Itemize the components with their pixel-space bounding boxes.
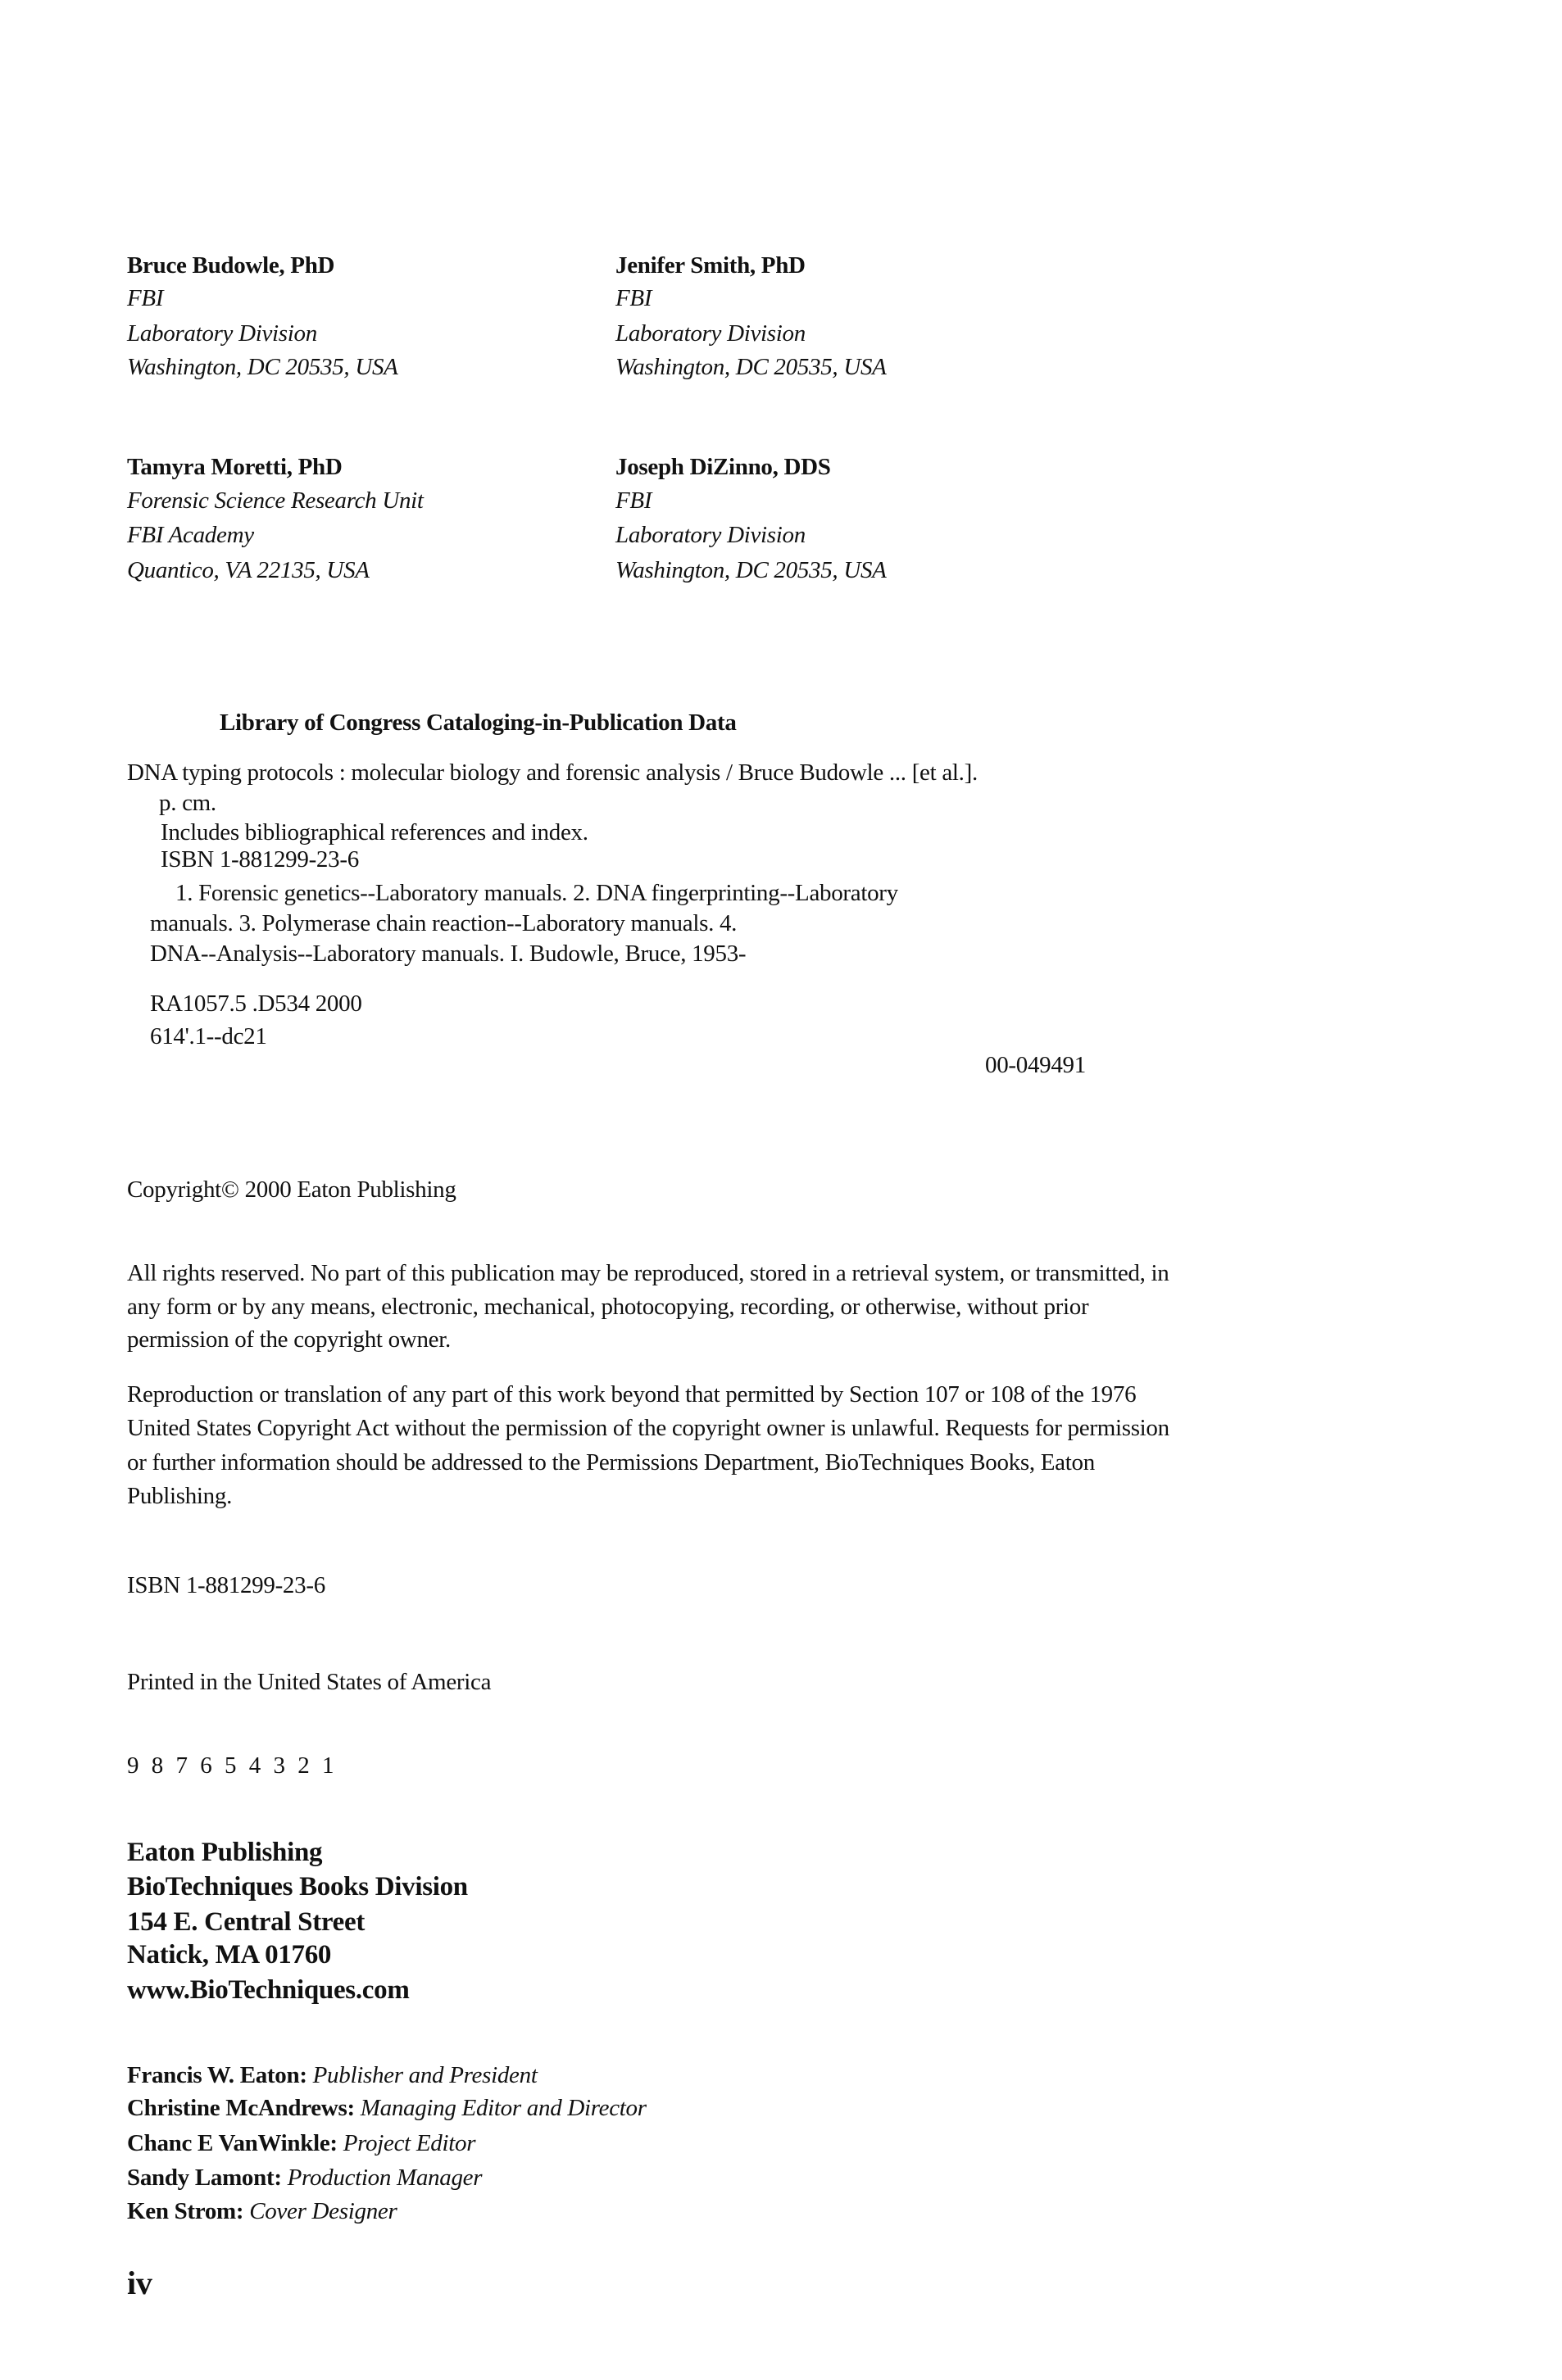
staff-role: Cover Designer	[249, 2198, 397, 2224]
author-address: Washington, DC 20535, USA	[615, 354, 887, 380]
staff-name: Chanc E VanWinkle:	[127, 2130, 338, 2156]
author-name: Jenifer Smith, PhD	[615, 252, 806, 279]
author-affiliation: Laboratory Division	[127, 320, 317, 347]
cip-line: DNA typing protocols : molecular biology and forensic analysis / Bruce Budowle ... [et al.].	[127, 759, 978, 786]
cip-line: manuals. 3. Polymerase chain reaction--Laboratory manuals. 4.	[150, 910, 738, 936]
author-affiliation: Forensic Science Research Unit	[127, 487, 424, 514]
rights-line: permission of the copyright owner.	[127, 1326, 451, 1353]
staff-item	[127, 2094, 647, 2122]
author-name: Bruce Budowle, PhD	[127, 252, 335, 279]
cip-lccn: 00-049491	[985, 1052, 1086, 1078]
staff-role: Project Editor	[343, 2130, 476, 2156]
author-name: Joseph DiZinno, DDS	[615, 454, 831, 480]
publisher-line: 154 E. Central Street	[127, 1907, 366, 1937]
author-address: Washington, DC 20535, USA	[615, 557, 887, 583]
publisher-line: BioTechniques Books Division	[127, 1872, 468, 1902]
cip-line: DNA--Analysis--Laboratory manuals. I. Budowle, Bruce, 1953-	[150, 941, 747, 967]
author-address: Quantico, VA 22135, USA	[127, 557, 370, 583]
cip-line: p. cm.	[159, 790, 216, 816]
rights-line: All rights reserved. No part of this publication may be reproduced, stored in a retrieval system, or transmitted, in	[127, 1260, 1169, 1286]
publisher-line: Natick, MA 01760	[127, 1940, 332, 1970]
cip-call-number: RA1057.5 .D534 2000	[150, 991, 362, 1017]
author-affiliation: FBI Academy	[127, 522, 254, 548]
rights-line: any form or by any means, electronic, mechanical, photocopying, recording, or otherwise, without prior	[127, 1294, 1089, 1320]
reproduction-line: or further information should be addressed to the Permissions Department, BioTechniques Books, Eaton	[127, 1449, 1095, 1476]
page-number: iv	[127, 2264, 152, 2301]
staff-item	[127, 2129, 475, 2157]
author-affiliation: FBI	[127, 285, 164, 311]
staff-role: Managing Editor and Director	[360, 2095, 647, 2121]
reproduction-line: Reproduction or translation of any part of this work beyond that permitted by Section 107 or 108 of the 1976	[127, 1381, 1137, 1408]
reproduction-line: Publishing.	[127, 1483, 233, 1509]
cip-line: 1. Forensic genetics--Laboratory manuals. 2. DNA fingerprinting--Laboratory	[175, 880, 898, 906]
staff-name: Francis W. Eaton:	[127, 2062, 307, 2088]
author-affiliation: Laboratory Division	[615, 320, 806, 347]
printing-number-line: 9 8 7 6 5 4 3 2 1	[127, 1752, 338, 1779]
reproduction-line: United States Copyright Act without the permission of the copyright owner is unlawful. Requests for permission	[127, 1415, 1169, 1441]
isbn-line: ISBN 1-881299-23-6	[127, 1572, 325, 1598]
publisher-website: www.BioTechniques.com	[127, 1975, 410, 2005]
staff-name: Christine McAndrews:	[127, 2095, 355, 2121]
cip-heading: Library of Congress Cataloging-in-Publication Data	[220, 709, 737, 736]
staff-item	[127, 2197, 397, 2225]
publisher-line: Eaton Publishing	[127, 1838, 323, 1867]
author-name: Tamyra Moretti, PhD	[127, 454, 343, 480]
author-affiliation: Laboratory Division	[615, 522, 806, 548]
staff-item	[127, 2164, 482, 2192]
author-address: Washington, DC 20535, USA	[127, 354, 398, 380]
staff-item	[127, 2061, 538, 2089]
cip-dewey: 614'.1--dc21	[150, 1023, 267, 1049]
author-affiliation: FBI	[615, 487, 652, 514]
author-affiliation: FBI	[615, 285, 652, 311]
copyright-line: Copyright© 2000 Eaton Publishing	[127, 1176, 456, 1203]
printed-in-line: Printed in the United States of America	[127, 1669, 492, 1695]
staff-role: Publisher and President	[312, 2062, 538, 2088]
staff-name: Ken Strom:	[127, 2198, 244, 2224]
cip-line: ISBN 1-881299-23-6	[161, 846, 359, 873]
staff-name: Sandy Lamont:	[127, 2165, 282, 2191]
cip-line: Includes bibliographical references and index.	[161, 819, 588, 845]
staff-role: Production Manager	[287, 2165, 483, 2191]
